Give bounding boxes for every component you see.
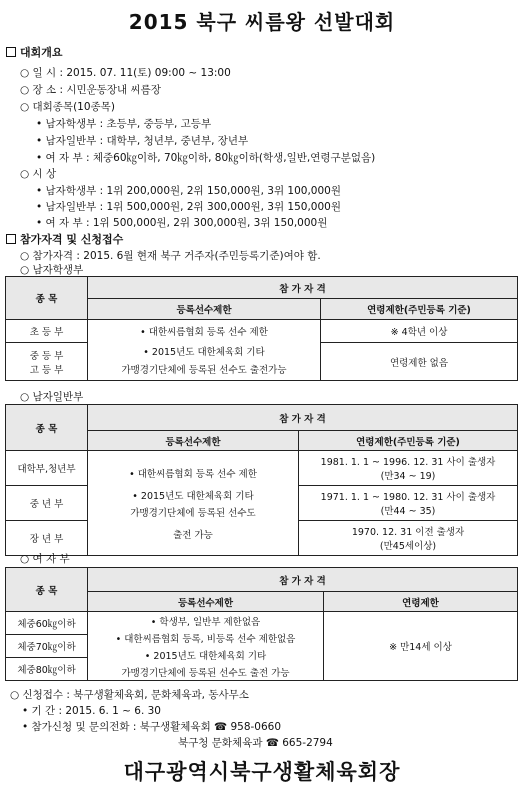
document-title: 2015 북구 씨름왕 선발대회: [128, 10, 396, 34]
row-label: 중 년 부: [6, 486, 88, 521]
event-student: • 남자학생부 : 초등부, 중등부, 고등부: [36, 118, 212, 130]
age-text: 1970. 12. 31 이전 출생자: [351, 527, 465, 538]
athlete-text: 가맹경기단체에 등록된 선수도 출전 가능: [121, 667, 290, 679]
col-age: 연령제한(주민등록 기준): [299, 431, 518, 451]
row-label: 체중60㎏이하: [6, 612, 88, 635]
row-label: 중 등 부: [29, 350, 64, 362]
athlete-cell: [88, 320, 321, 381]
row-label: 장 년 부: [6, 521, 88, 556]
athlete-text: • 대한씨름협회 등록 선수 제한: [140, 327, 268, 338]
col-event: 종 목: [6, 405, 88, 451]
row-label: 대학부,청년부: [6, 451, 88, 486]
col-athlete: 등록선수제한: [88, 431, 299, 451]
application-period: • 기 간 : 2015. 6. 1 ~ 6. 30: [22, 705, 161, 717]
age-elem: ※ 4학년 이상: [321, 320, 518, 343]
athlete-cell: [88, 451, 299, 556]
event-women: • 여 자 부 : 체중60㎏이하, 70㎏이하, 80㎏이하(학생,일반,연령구분없음): [36, 152, 376, 164]
row-label: 고 등 부: [29, 364, 64, 376]
row-label-mid-high: [6, 343, 88, 381]
athlete-text: • 2015년도 대한체육회 기타: [143, 347, 265, 358]
row-label: 체중70㎏이하: [6, 635, 88, 658]
prize-student: • 남자학생부 : 1위 200,000원, 2위 150,000원, 3위 100,000원: [36, 185, 341, 197]
col-age: 연령제한: [324, 592, 518, 612]
athlete-text: 출전 가능: [173, 529, 213, 541]
age-text: 1981. 1. 1 ~ 1996. 12. 31 사이 출생자: [320, 457, 496, 468]
col-qual: 참 가 자 격: [88, 405, 518, 431]
general-table: [5, 404, 518, 556]
footer-signature: 대구광역시북구생활체육회장: [123, 760, 401, 784]
women-label: ○ 여 자 부: [20, 553, 70, 565]
application-place: ○ 신청접수 : 북구생활체육회, 문화체육과, 동사무소: [10, 689, 249, 701]
checkbox-icon: [6, 234, 16, 244]
checkbox-icon: [6, 47, 16, 57]
qualification-heading: [6, 233, 123, 247]
col-event: 종 목: [6, 568, 88, 612]
qualification-heading-text: 참가자격 및 신청접수: [20, 233, 124, 246]
athlete-text: • 학생부, 일반부 제한없음: [150, 616, 261, 628]
overview-heading-text: 대회개요: [20, 46, 63, 59]
col-age: 연령제한(주민등록 기준): [321, 299, 518, 320]
age-cell: [299, 451, 518, 486]
events-line: ○ 대회종목(10종목): [20, 101, 115, 113]
row-label: 초 등 부: [6, 320, 88, 343]
athlete-text: • 2015년도 대한체육회 기타: [144, 650, 267, 662]
age-text: 1971. 1. 1 ~ 1980. 12. 31 사이 출생자: [320, 492, 496, 503]
age-cell: ※ 만14세 이상: [324, 612, 518, 681]
col-athlete: 등록선수제한: [88, 592, 324, 612]
row-label: 체중80㎏이하: [6, 658, 88, 681]
athlete-text: 가맹경기단체에 등록된 선수도: [130, 507, 256, 519]
application-contact-2: 북구청 문화체육과 ☎ 665-2794: [178, 737, 333, 749]
age-text: (만44 ~ 35): [380, 506, 436, 517]
col-athlete: 등록선수제한: [88, 299, 321, 320]
overview-heading: [6, 46, 63, 60]
application-contact: • 참가신청 및 문의전화 : 북구생활체육회 ☎ 958-0660: [22, 721, 282, 733]
athlete-text: 가맹경기단체에 등록된 선수도 출전가능: [121, 365, 287, 376]
date-line: ○ 일 시 : 2015. 07. 11(토) 09:00 ~ 13:00: [20, 67, 231, 79]
prize-general: • 남자일반부 : 1위 500,000원, 2위 300,000원, 3위 150,000원: [36, 201, 341, 213]
place-line: ○ 장 소 : 시민운동장내 씨름장: [20, 84, 161, 96]
women-table: [5, 567, 518, 681]
age-cell: [299, 486, 518, 521]
prize-women: • 여 자 부 : 1위 500,000원, 2위 300,000원, 3위 150,000원: [36, 217, 328, 229]
col-qual: 참 가 자 격: [88, 277, 518, 299]
general-label: ○ 남자일반부: [20, 391, 84, 403]
age-text: (만34 ~ 19): [380, 471, 436, 482]
athlete-cell: [88, 612, 324, 681]
athlete-text: • 대한씨름협회 등록 선수 제한: [129, 468, 257, 480]
athlete-text: • 대한씨름협회 등록, 비등록 선수 제한없음: [115, 633, 296, 645]
age-mid-high: 연령제한 없음: [321, 343, 518, 381]
prize-line: ○ 시 상: [20, 168, 57, 180]
student-label: ○ 남자학생부: [20, 264, 84, 276]
eligibility-line: ○ 참가자격 : 2015. 6월 현재 북구 거주자(주민등록기준)여야 함.: [20, 250, 321, 262]
athlete-text: • 2015년도 대한체육회 기타: [132, 490, 254, 502]
student-table: [5, 276, 518, 381]
col-event: 종 목: [6, 277, 88, 320]
event-general: • 남자일반부 : 대학부, 청년부, 중년부, 장년부: [36, 135, 249, 147]
age-cell: [299, 521, 518, 556]
age-text: (만45세이상): [379, 541, 437, 552]
col-qual: 참 가 자 격: [88, 568, 518, 592]
